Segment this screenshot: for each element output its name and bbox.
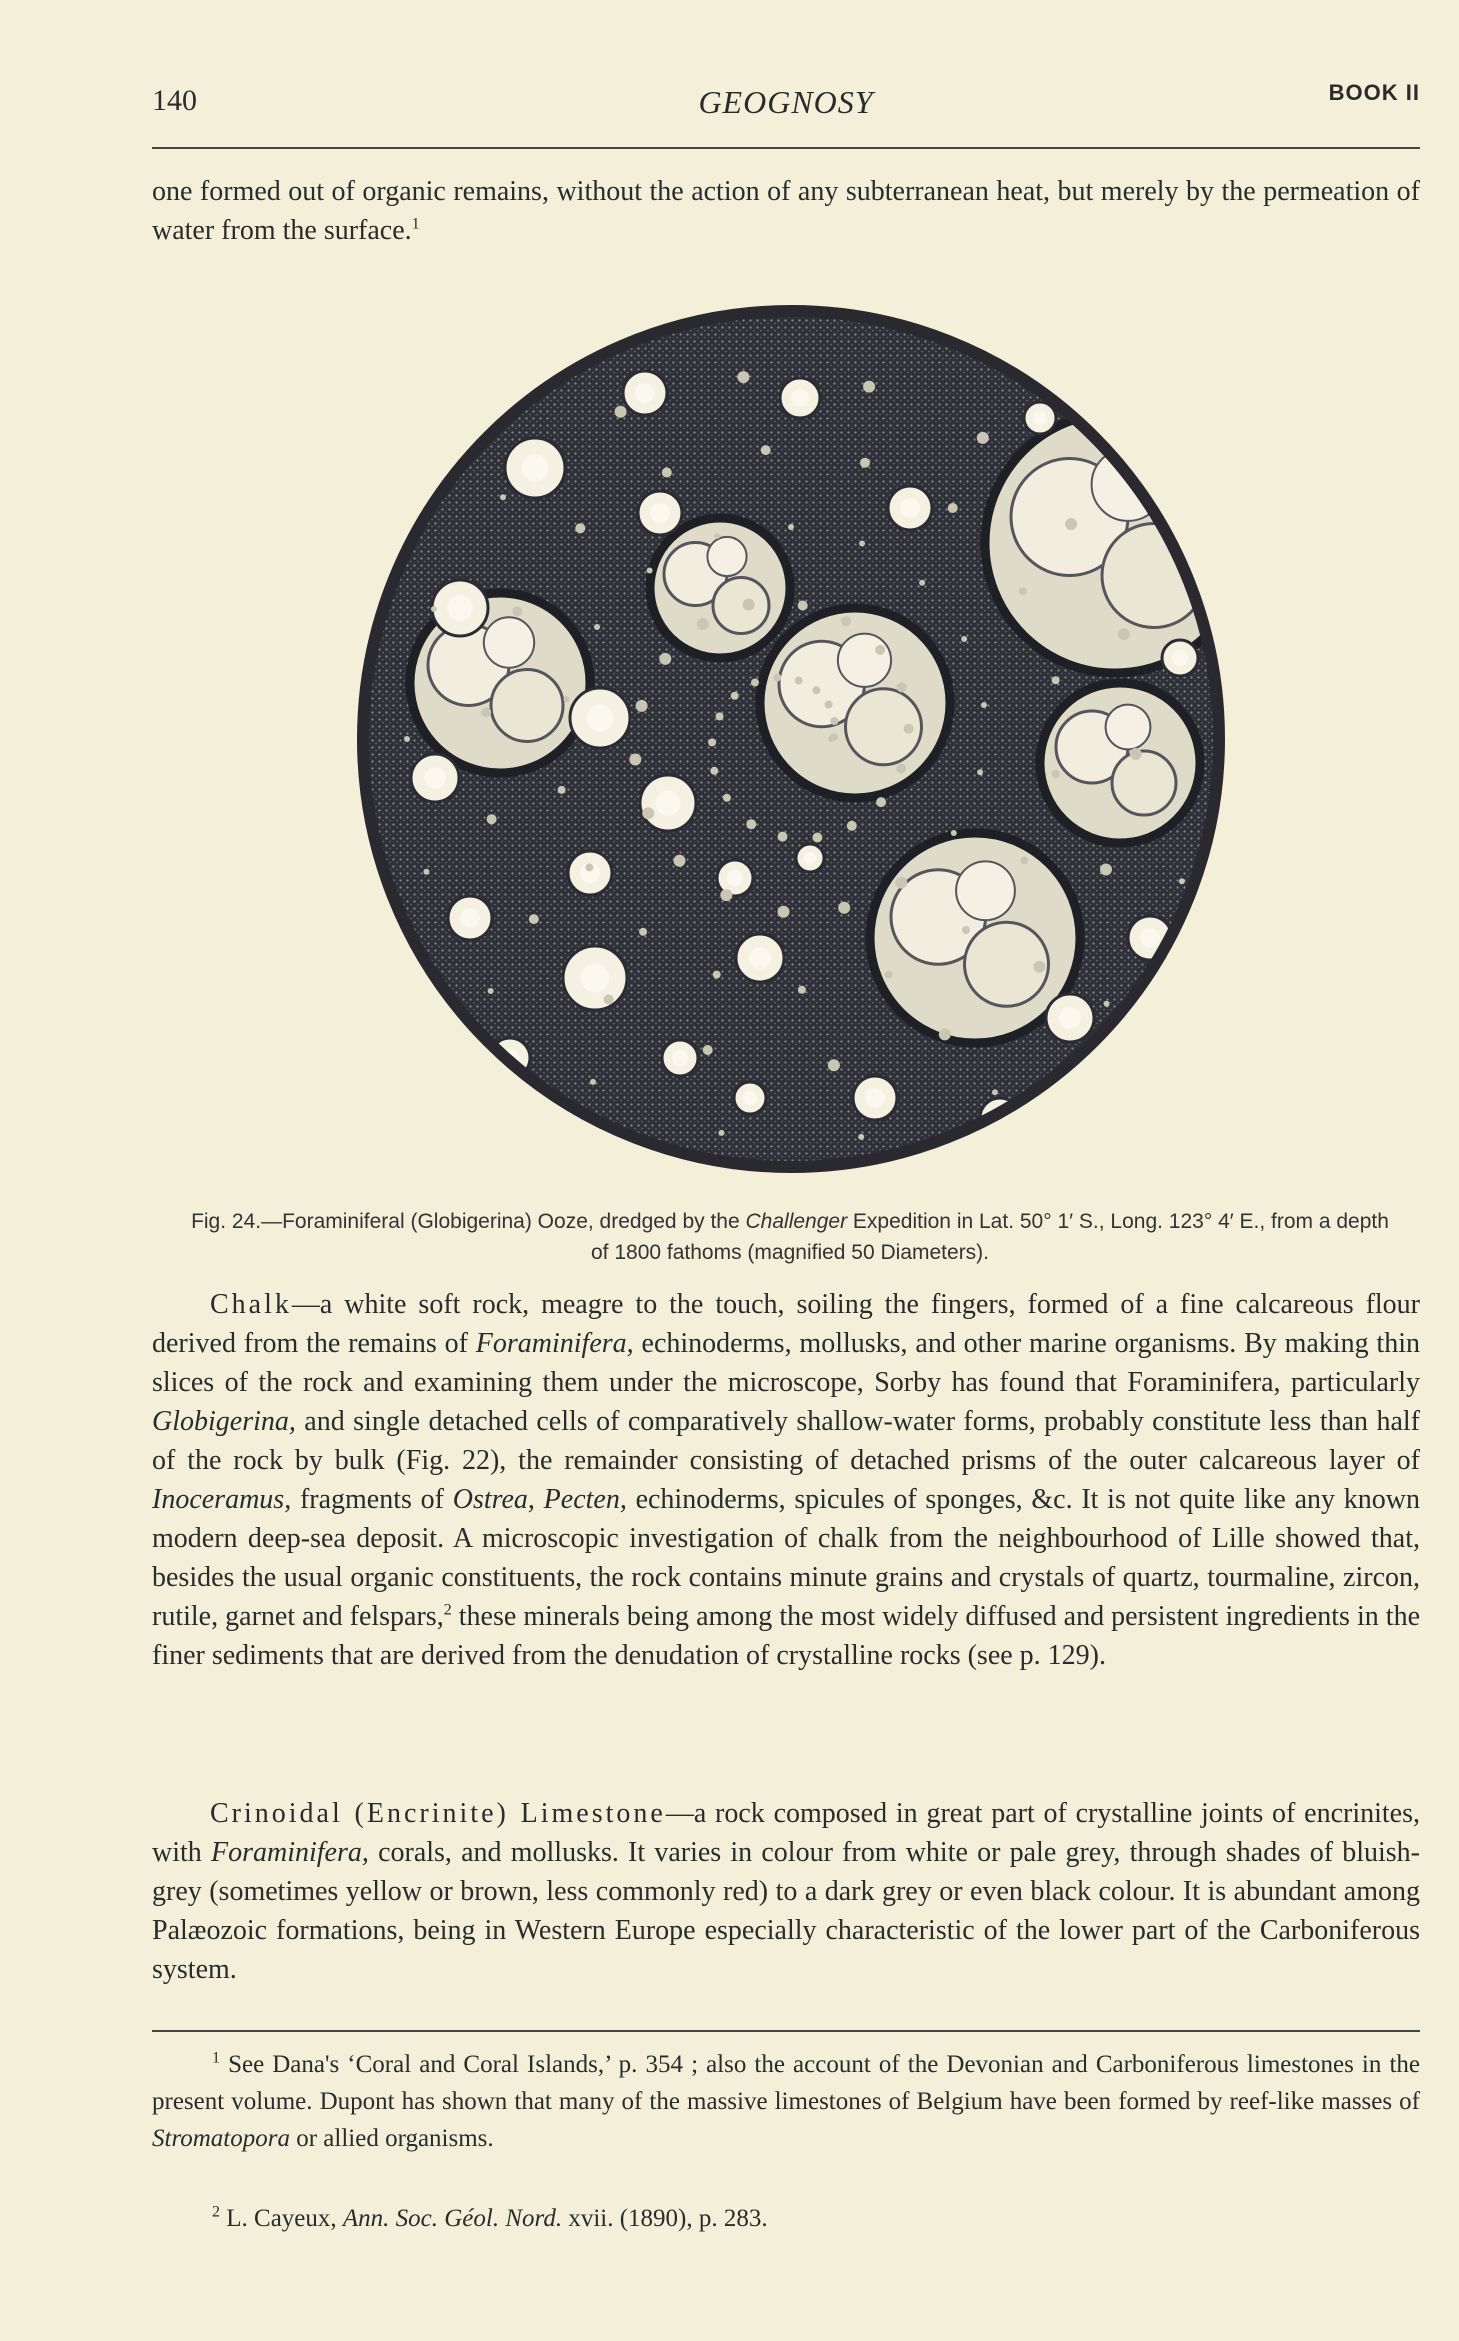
microscope-view-image xyxy=(350,298,1232,1180)
footnote-1 xyxy=(152,2046,1420,2157)
chalk-italic-3: Inoceramus, xyxy=(152,1484,292,1515)
footnote-2-text-a: L. Cayeux, xyxy=(220,2205,343,2232)
globigerina-ooze-illustration xyxy=(350,298,1232,1180)
caption-text-b: Expedition in Lat. 50° 1′ S., Long. 123° 4′ E., from a depth of 1800 fathoms (magnified 50 Diameters). xyxy=(590,1210,1389,1264)
chalk-text-3: and single detached cells of comparatively shallow-water forms, probably constitute less than half of the rock by bulk (Fig. 22), the remainder consisting of detached prisms of the outer calcareous layer of xyxy=(152,1406,1420,1476)
footnote-1-mark: 1 xyxy=(212,2049,220,2067)
footnote-1-text-a: See Dana's ‘Coral and Coral Islands,’ p. 354 ; also the account of the Devonian and Carboniferous limestones in the present volume. Dupont has shown that many of the massive limestones of Belgium have been formed by reef-like masses of xyxy=(152,2051,1420,2115)
footnote-rule xyxy=(152,2030,1420,2032)
crinoidal-term: Crinoidal (Encrinite) Limestone xyxy=(210,1798,666,1829)
crinoidal-text-2: corals, and mollusks. It varies in colour from white or pale grey, through shades of bluish-grey (sometimes yellow or brown, less commonly red) to a dark grey or even black colour. It is abundant among Palæozoic formations, being in Western Europe especially characteristic of the lower part of the Carboniferous system. xyxy=(152,1837,1421,1985)
running-title: GEOGNOSY xyxy=(698,84,874,120)
page-number: 140 xyxy=(152,84,197,117)
footnote-ref-2[interactable]: 2 xyxy=(443,1601,452,1619)
book-label: BOOK II xyxy=(1328,80,1420,105)
chalk-term: Chalk xyxy=(210,1289,292,1320)
footnote-2-italic: Ann. Soc. Géol. Nord. xyxy=(342,2205,563,2232)
footnote-ref-1[interactable]: 1 xyxy=(411,215,420,233)
crinoidal-text-1: —a rock composed in great part of crystalline joints of encrinites, with xyxy=(152,1798,1421,1868)
chalk-text-6: these minerals being among the most widely diffused and persistent ingredients in the finer sediments that are derived from the denudation of crystalline rocks (see p. 129). xyxy=(152,1601,1420,1671)
footnote-1-italic: Stromatopora xyxy=(152,2125,290,2152)
caption-text-a: Fig. 24.—Foraminiferal (Globigerina) Ooze, dredged by the xyxy=(191,1210,746,1233)
chalk-text-5: echinoderms, spicules of sponges, &c. It is not quite like any known modern deep-sea deposit. A microscopic investigation of chalk from the neighbourhood of Lille showed that, besides the usual organic constituents, the rock contains minute grains and crystals of quartz, tourmaline, zircon, rutile, garnet and felspars, xyxy=(152,1484,1420,1632)
intro-paragraph xyxy=(152,172,1420,250)
chalk-italic-4: Ostrea, Pecten, xyxy=(452,1484,627,1515)
chalk-text-2: echinoderms, mollusks, and other marine organisms. By making thin slices of the rock and examining them under the microscope, Sorby has found that Foraminifera, particularly xyxy=(152,1328,1420,1398)
chalk-text-4: fragments of xyxy=(291,1484,453,1515)
figure-caption xyxy=(180,1206,1400,1268)
chalk-text-1: —a white soft rock, meagre to the touch, soiling the fingers, formed of a fine calcareous flour derived from the remains of xyxy=(152,1289,1420,1359)
crinoidal-paragraph xyxy=(152,1794,1420,1989)
chalk-italic-1: Foraminifera, xyxy=(475,1328,634,1359)
caption-ship-name: Challenger xyxy=(745,1210,848,1233)
crinoidal-italic-1: Foraminifera, xyxy=(210,1837,369,1868)
running-header xyxy=(152,80,1420,134)
footnote-2-text-b: xvii. (1890), p. 283. xyxy=(562,2205,768,2232)
intro-text: one formed out of organic remains, without the action of any subterranean heat, but merely by the permeation of water from the surface. xyxy=(152,176,1420,246)
header-rule xyxy=(152,147,1420,149)
chalk-italic-2: Globigerina, xyxy=(152,1406,296,1437)
footnote-2-mark: 2 xyxy=(212,2203,220,2221)
footnote-2 xyxy=(152,2200,1420,2237)
footnote-1-text-b: or allied organisms. xyxy=(289,2125,494,2152)
chalk-paragraph xyxy=(152,1285,1420,1675)
